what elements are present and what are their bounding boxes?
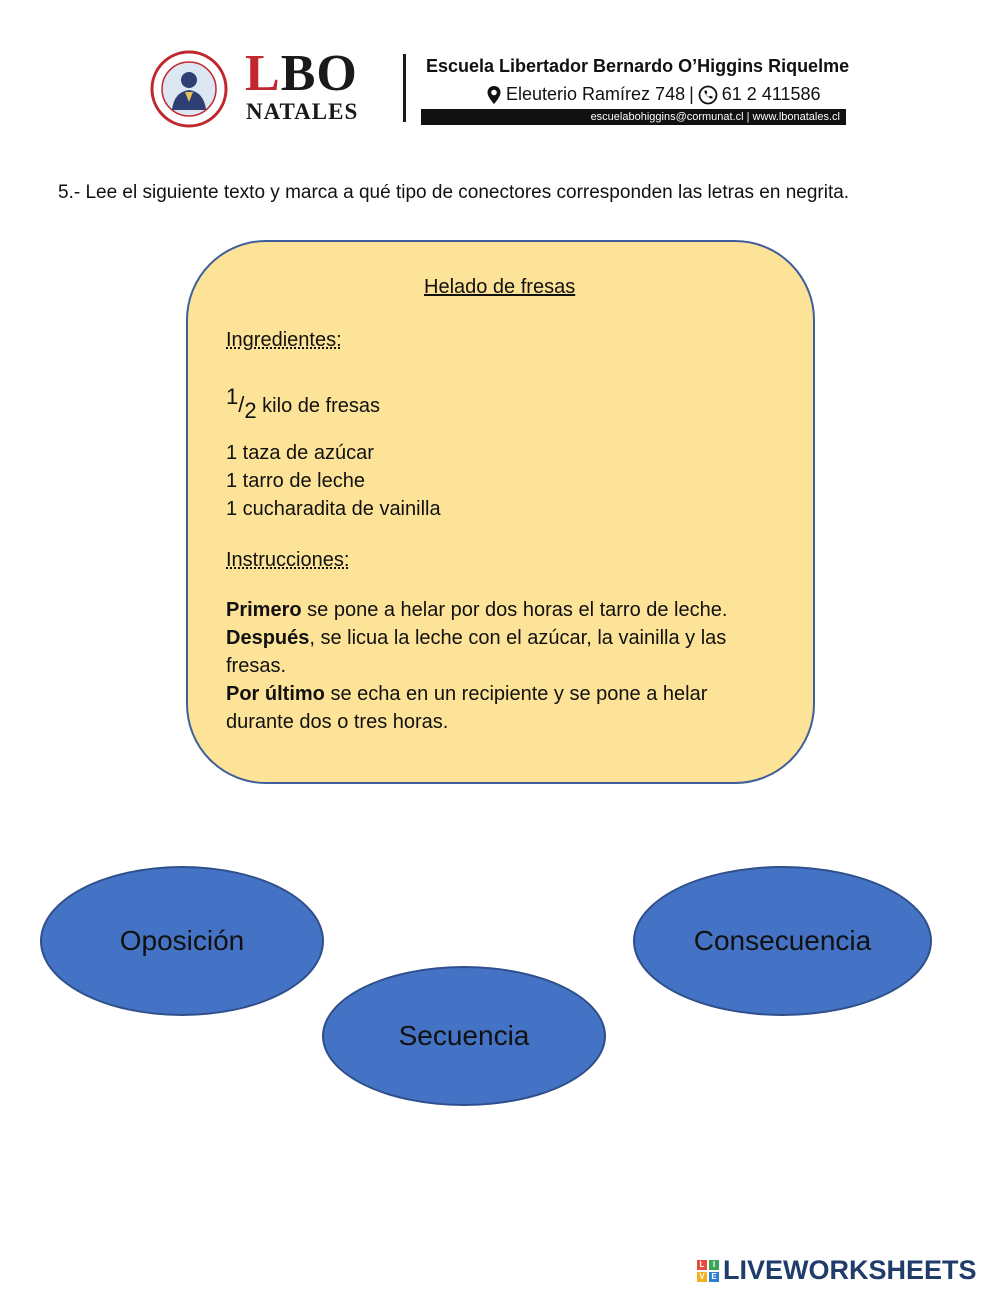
step-1: Primero se pone a helar por dos horas el tarro de leche. [226,599,728,621]
liveworksheets-logo [697,1255,977,1286]
school-name: Escuela Libertador Bernardo O’Higgins Riquelme [426,56,850,76]
option-label: Consecuencia [693,925,872,956]
phone-text: 61 2 411586 [721,84,821,104]
option-label: Oposición [119,925,245,956]
contact-separator: | [689,84,694,104]
step-2: Después, se licua la leche con el azúcar, la vainilla y las fresas. [226,627,727,677]
liveworksheets-brand: LIVEWORKSHEETS [723,1255,977,1285]
option-secuencia[interactable] [322,966,606,1106]
email-web-band: escuelabohiggins@cormunat.cl | www.lbonatales.cl [421,109,846,125]
contact-line [486,84,821,105]
option-consecuencia[interactable] [633,866,932,1016]
connector-despues: Después [226,627,310,649]
location-pin-icon [486,85,502,105]
ingredient-item: 1 taza de azúcar [226,442,374,464]
instructions-heading: Instrucciones: [226,549,350,571]
header-divider [403,54,406,122]
ingredient-item: 1 cucharadita de vainilla [226,498,441,520]
ingredient-half-kilo: 1/2 kilo de fresas [226,384,381,423]
exercise-instruction: 5.- Lee el siguiente texto y marca a qué tipo de conectores corresponden las letras en negrita. [58,182,850,203]
liveworksheets-grid-icon: L I V E [697,1260,719,1282]
school-seal-logo [150,50,228,128]
recipe-title: Helado de fresas [424,276,576,298]
ingredient-item: 1 tarro de leche [226,470,365,492]
option-label: Secuencia [398,1020,530,1051]
phone-icon [698,85,718,105]
ingredients-heading: Ingredientes: [226,329,342,351]
connector-por-ultimo: Por último [226,683,325,705]
address-text: Eleuterio Ramírez 748 [506,84,686,104]
lbo-logo: LBO [245,45,358,102]
logo-subtitle: NATALES [246,99,359,124]
connector-primero: Primero [226,599,302,621]
instructions-body [226,596,766,736]
option-oposicion[interactable] [40,866,324,1016]
step-3: Por último se echa en un recipiente y se pone a helar durante dos o tres horas. [226,683,708,733]
